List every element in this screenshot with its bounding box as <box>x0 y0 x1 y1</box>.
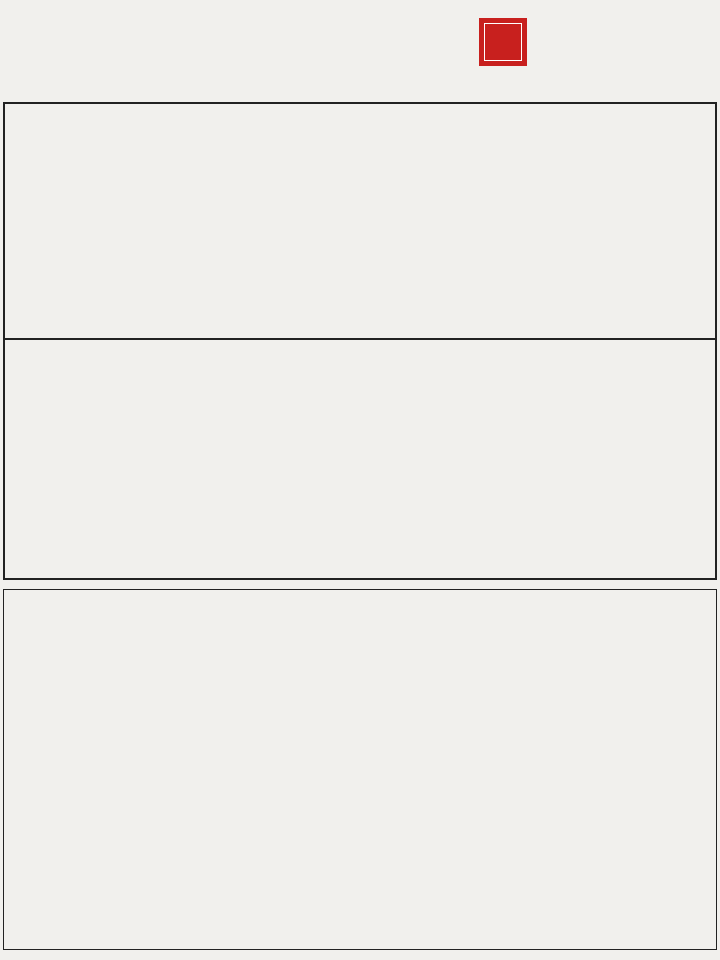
qr-code-icon <box>378 20 448 90</box>
yearly-luck-table <box>3 589 717 950</box>
red-seal-logo <box>479 18 527 66</box>
header <box>0 0 720 100</box>
four-pillars-grid <box>3 102 717 340</box>
dai-van-grid <box>3 340 717 580</box>
